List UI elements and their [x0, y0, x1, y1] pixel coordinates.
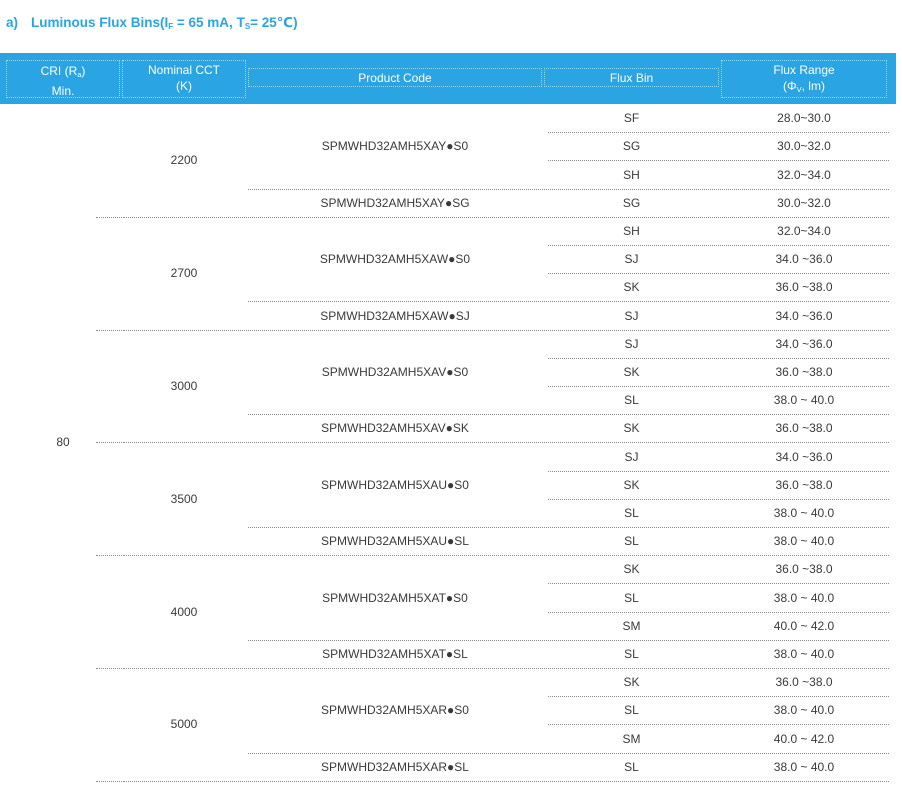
header-product-code: Product Code [358, 71, 432, 85]
flux-range-cell: 36.0 ~38.0 [775, 364, 833, 379]
flux-bin-cell: SK [623, 364, 640, 379]
bin-divider [548, 386, 889, 387]
flux-bin-cell: SH [623, 167, 640, 182]
flux-bin-cell: SL [624, 646, 639, 661]
product-code-cell: SPMWHD32AMH5XAV●S0 [321, 364, 469, 379]
cri-divider [96, 442, 124, 443]
table-header [0, 53, 896, 104]
flux-range-cell: 38.0 ~ 40.0 [773, 646, 835, 661]
group-divider [124, 330, 889, 331]
flux-range-cell: 36.0 ~38.0 [775, 280, 833, 295]
flux-bin-cell: SL [624, 534, 639, 549]
product-code-cell: SPMWHD32AMH5XAR●S0 [321, 703, 469, 718]
bin-divider [548, 160, 889, 161]
flux-range-cell: 36.0 ~38.0 [775, 675, 833, 690]
group-divider [124, 555, 889, 556]
flux-bin-cell: SM [622, 731, 641, 746]
title-text-mid: = 65 mA, T [173, 15, 245, 30]
group-divider [124, 442, 889, 443]
header-cct-line2: (K) [176, 79, 192, 93]
group-divider [124, 668, 889, 669]
cct-cell: 3000 [170, 379, 198, 393]
header-range-sub: V [796, 85, 802, 94]
flux-bin-cell: SJ [624, 252, 639, 267]
flux-bin-cell: SL [624, 759, 639, 774]
product-divider [248, 527, 889, 528]
flux-bin-cell: SJ [624, 449, 639, 464]
bin-divider [548, 612, 889, 613]
bin-divider [548, 273, 889, 274]
flux-bin-cell: SL [624, 505, 639, 520]
bin-divider [548, 245, 889, 246]
product-code-cell: SPMWHD32AMH5XAR●SL [321, 759, 469, 774]
header-range-line1: Flux Range [773, 63, 835, 77]
bin-divider [548, 358, 889, 359]
section-label: a) [6, 15, 19, 30]
cri-divider [96, 217, 124, 218]
product-divider [248, 640, 889, 641]
flux-bin-cell: SG [622, 195, 641, 210]
bin-divider [548, 724, 889, 725]
header-cri-prefix: CRI (R [40, 64, 78, 78]
flux-bin-cell: SK [623, 477, 640, 492]
header-cct [122, 62, 246, 94]
flux-range-cell: 38.0 ~ 40.0 [773, 703, 835, 718]
bin-divider [548, 583, 889, 584]
flux-range-cell: 38.0 ~ 40.0 [773, 759, 835, 774]
group-divider [124, 781, 889, 782]
header-range-prefix: (Φ [783, 79, 797, 93]
flux-bin-cell: SK [623, 421, 640, 436]
header-cri [6, 63, 120, 99]
flux-bin-cell: SL [624, 590, 639, 605]
product-divider [248, 753, 889, 754]
flux-range-cell: 34.0 ~36.0 [775, 252, 833, 267]
flux-range-cell: 38.0 ~ 40.0 [773, 393, 835, 408]
group-divider [124, 217, 889, 218]
flux-range-cell: 36.0 ~38.0 [775, 477, 833, 492]
flux-range-cell: 32.0~34.0 [777, 223, 831, 238]
product-code-cell: SPMWHD32AMH5XAV●SK [321, 421, 469, 436]
flux-range-cell: 40.0 ~ 42.0 [773, 731, 835, 746]
flux-range-cell: 32.0~34.0 [777, 167, 831, 182]
flux-range-cell: 30.0~32.0 [777, 139, 831, 154]
title-text-suffix: = 25℃) [250, 15, 298, 30]
bin-divider [548, 696, 889, 697]
flux-bin-cell: SL [624, 703, 639, 718]
header-flux-bin: Flux Bin [609, 71, 654, 85]
flux-bin-cell: SK [623, 562, 640, 577]
header-cct-line1: Nominal CCT [147, 63, 220, 77]
header-cri-sub: a [77, 70, 82, 79]
product-code-cell: SPMWHD32AMH5XAU●S0 [321, 477, 469, 492]
product-code-cell: SPMWHD32AMH5XAT●S0 [322, 590, 468, 605]
flux-bin-cell: SJ [624, 308, 639, 323]
cri-divider [96, 781, 124, 782]
cct-cell: 5000 [170, 717, 198, 732]
flux-range-cell: 36.0 ~38.0 [775, 562, 833, 577]
cri-divider [96, 668, 124, 669]
flux-bin-cell: SJ [624, 336, 639, 351]
cct-cell: 4000 [170, 604, 198, 619]
cri-cell: 80 [56, 435, 70, 450]
flux-bin-cell: SK [623, 675, 640, 690]
flux-bin-cell: SF [623, 111, 640, 126]
flux-range-cell: 40.0 ~ 42.0 [773, 618, 835, 633]
flux-bin-cell: SG [622, 139, 641, 154]
cct-cell: 2200 [170, 153, 198, 168]
flux-bin-cell: SK [623, 280, 640, 295]
flux-range-cell: 34.0 ~36.0 [775, 449, 833, 464]
cri-divider [96, 555, 124, 556]
flux-range-cell: 38.0 ~ 40.0 [773, 590, 835, 605]
flux-range-cell: 38.0 ~ 40.0 [773, 534, 835, 549]
bin-divider [548, 499, 889, 500]
flux-range-cell: 28.0~30.0 [777, 111, 831, 126]
section-title [6, 15, 298, 31]
product-code-cell: SPMWHD32AMH5XAW●SJ [320, 308, 470, 323]
flux-range-cell: 38.0 ~ 40.0 [773, 505, 835, 520]
product-code-cell: SPMWHD32AMH5XAY●SG [320, 195, 470, 210]
flux-range-cell: 30.0~32.0 [777, 195, 831, 210]
bin-divider [548, 132, 889, 133]
header-cri-min: Min. [51, 84, 75, 98]
header-cri-suffix: ) [81, 64, 86, 78]
product-divider [248, 301, 889, 302]
product-code-cell: SPMWHD32AMH5XAT●SL [322, 646, 468, 661]
product-code-cell: SPMWHD32AMH5XAW●S0 [319, 252, 471, 267]
flux-bin-cell: SL [624, 393, 639, 408]
flux-range-cell: 34.0 ~36.0 [775, 308, 833, 323]
flux-range-cell: 36.0 ~38.0 [775, 421, 833, 436]
header-flux-range [721, 62, 887, 98]
title-text-prefix: Luminous Flux Bins(I [31, 15, 169, 30]
flux-range-cell: 34.0 ~36.0 [775, 336, 833, 351]
product-divider [248, 189, 889, 190]
header-range-suffix: , lm) [801, 79, 825, 93]
cct-cell: 3500 [170, 491, 198, 506]
title-if-sub: F [168, 22, 174, 31]
product-code-cell: SPMWHD32AMH5XAU●SL [321, 534, 469, 549]
cri-divider [96, 330, 124, 331]
flux-bin-cell: SM [622, 618, 641, 633]
flux-bin-cell: SH [623, 223, 640, 238]
bin-divider [548, 471, 889, 472]
product-code-cell: SPMWHD32AMH5XAY●S0 [321, 139, 469, 154]
product-divider [248, 414, 889, 415]
title-ts-sub: S [244, 22, 251, 31]
cct-cell: 2700 [170, 266, 198, 281]
